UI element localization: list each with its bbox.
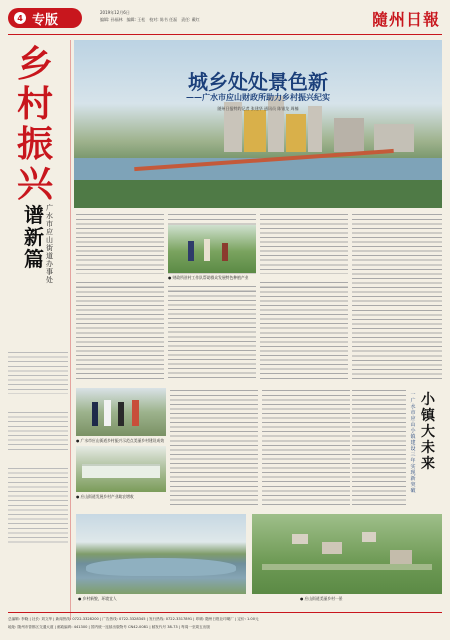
footer-line: 总编辑: 李晓 | 社长: 刘文华 | 新闻热线: 0722-3328200 | 广告热线: 0722-3328345 | 发行热线: 0722-3317891 | 印刷: 随州日报社印刷厂 | 定价: 1.00元 [8,617,259,621]
article-column [352,212,442,382]
vertical-subtitle-char: 篇 [24,247,44,271]
photo-village-aerial [252,514,442,594]
vertical-title-char: 兴 [16,163,53,205]
side-title-char: 大 [421,424,435,440]
left-text-block [8,350,68,394]
article-column [76,212,164,274]
section-badge [8,8,82,28]
vertical-title-char: 乡 [16,43,53,85]
side-feature [352,388,442,508]
article-column [170,388,258,508]
side-title-char: 小 [421,392,435,408]
photo-field-workers [168,225,256,273]
section-label: 专版 [32,12,59,28]
article-column [168,284,256,380]
side-title-char: 镇 [421,408,435,424]
masthead-logo: 隨州日報 [371,10,440,29]
photo-greenhouse [76,446,166,492]
article-column [260,280,348,380]
side-feature-text [352,388,406,508]
caption: ● 广水市应山街道乡村振兴示范点美丽乡村建设成效 [76,438,165,443]
hero-subtitle: ——广水市应山财政所助力乡村振兴纪实 [186,92,330,102]
photo-village-group [76,388,166,436]
article-column [76,280,164,380]
hero-byline: 随州日报特约记者 张建华 通讯员 陈银龙 周楠 [217,106,299,111]
side-title-char: 未 [421,440,435,456]
editor-line: 编辑: 孙福林 编辑: 王松 校对: 陈书 任磊 责任: 戴红 [100,17,200,22]
caption: ● 应山街道发展乡村产业助农增收 [76,494,134,499]
footer-line: 地址: 随州市曾都区交通大道 | 邮政编码: 441300 | 国内统一连续出版物号 CN42-0081 | 邮发代号 38-73 | 每周一至周五出版 [8,625,210,629]
side-subtitle: 一广水市应山小镇建设三年实现新突破 [410,392,416,494]
page-number: 4 [14,12,26,24]
left-text-block [8,410,68,450]
article-column [262,388,350,508]
publisher-vertical: 广水市应山街道办事处 [46,204,53,284]
side-title-char: 来 [421,456,435,472]
vertical-subtitle-char: 新 [24,225,44,249]
caption: ● 乡村新貌，环境宜人 [78,596,117,601]
caption: ● 应山街道美丽乡村一景 [300,596,343,601]
header-rule [8,34,442,35]
footer-rule [8,612,442,613]
vertical-title-char: 村 [16,83,53,125]
hero-photo [74,40,442,208]
hero-title: 城乡处处景色新 [188,70,328,94]
vertical-title-char: 振 [16,123,53,165]
photo-lake-landscape [76,514,246,594]
column-divider [70,40,71,620]
article-column [260,212,348,274]
vertical-subtitle-char: 谱 [24,203,44,227]
caption: ● 财政所驻村工作队帮助群众发展特色种植产业 [168,275,249,280]
left-text-block [8,466,68,546]
date-line: 2019年12月6日 [100,10,130,15]
